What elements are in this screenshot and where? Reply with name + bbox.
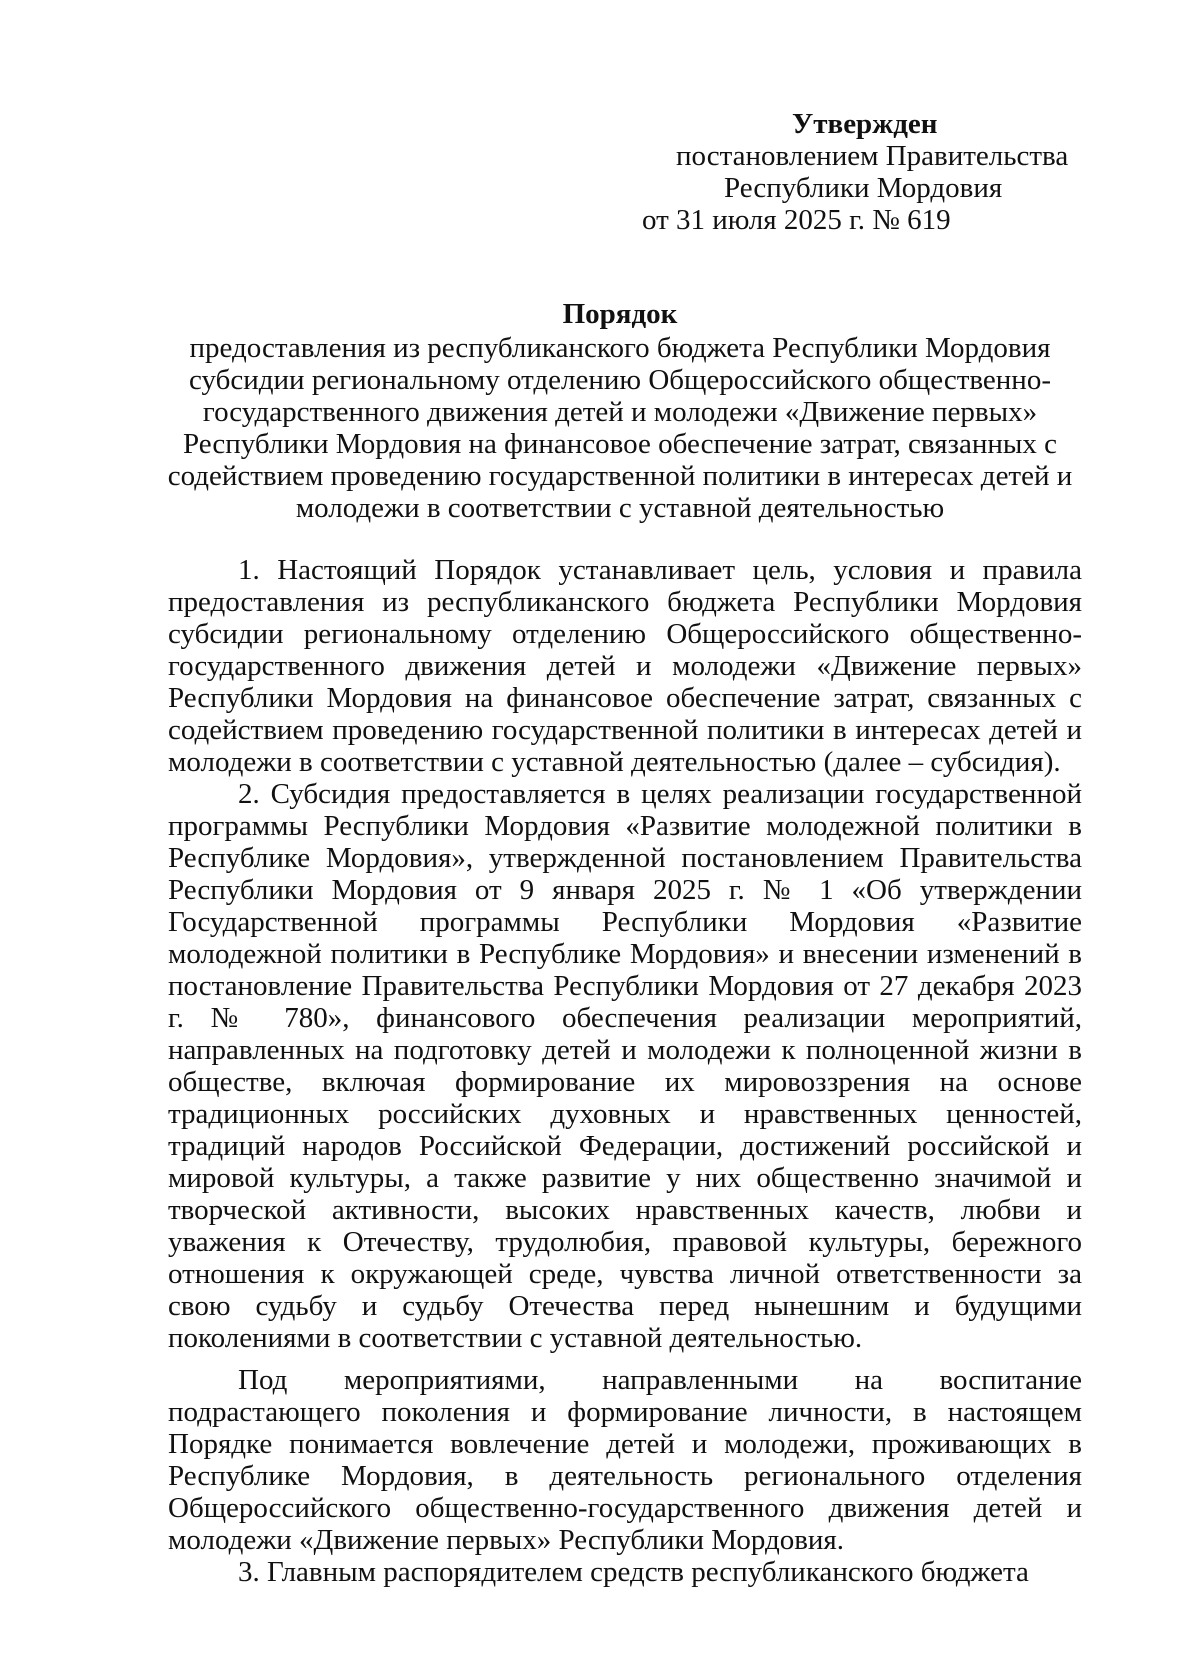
- paragraph-1: 1. Настоящий Порядок устанавливает цель, условия и правила предоставления из республиканского бюджета Республики Мордовия субсидии региональному отделению Общероссийского общественно-государственного движения детей и молодежи «Движение первых» Республики Мордовия на финансовое обеспечение затрат, связанных с содействием проведению государственной политики в интересах детей и молодежи в соответствии с уставной деятельностью (далее – субсидия).: [168, 554, 1082, 778]
- heading-line: Республики Мордовия на финансовое обеспечение затрат, связанных с: [182, 428, 1057, 460]
- document-heading: [160, 298, 1080, 524]
- heading-line: молодежи в соответствии с уставной деятельностью: [295, 492, 945, 524]
- heading-line: государственного движения детей и молодежи «Движение первых»: [202, 396, 1038, 428]
- paragraph-2: 2. Субсидия предоставляется в целях реализации государственной программы Республики Мордовия «Развитие молодежной политики в Республике Мордовия», утвержденной постановлением Правительства Республики Мордовия от 9 января 2025 г. № 1 «Об утверждении Государственной программы Республики Мордовия «Развитие молодежной политики в Республике Мордовия» и внесении изменений в постановление Правительства Республики Мордовия от 27 декабря 2023 г. № 780», финансового обеспечения реализации мероприятий, направленных на подготовку детей и молодежи к полноценной жизни в обществе, включая формирование их мировоззрения на основе традиционных российских духовных и нравственных ценностей, традиций народов Российской Федерации, достижений российской и мировой культуры, а также развитие у них общественно значимой и творческой активности, высоких нравственных качеств, любви и уважения к Отечеству, трудолюбия, правовой культуры, бережного отношения к окружающей среде, чувства личной ответственности за свою судьбу и судьбу Отечества перед нынешним и будущими поколениями в соответствии с уставной деятельностью.: [168, 778, 1082, 1354]
- paragraph-2-continuation: Под мероприятиями, направленными на воспитание подрастающего поколения и формирование личности, в настоящем Порядке понимается вовлечение детей и молодежи, проживающих в Республике Мордовия, в деятельность регионального отделения Общероссийского общественно-государственного движения детей и молодежи «Движение первых» Республики Мордовия.: [168, 1364, 1082, 1556]
- approval-stamp-block: [560, 108, 1120, 236]
- approval-title: Утвержден: [792, 108, 938, 140]
- document-title: Порядок: [562, 298, 678, 330]
- heading-line: предоставления из республиканского бюджета Республики Мордовия: [189, 332, 1051, 364]
- approval-date-number: от 31 июля 2025 г. № 619: [642, 204, 951, 236]
- paragraph-3: 3. Главным распорядителем средств республиканского бюджета: [238, 1556, 1029, 1588]
- approval-line: постановлением Правительства: [676, 140, 1069, 172]
- document-body: [168, 554, 1082, 1588]
- heading-line: субсидии региональному отделению Общероссийского общественно-: [189, 364, 1051, 396]
- approval-line: Республики Мордовия: [724, 172, 1003, 204]
- heading-line: содействием проведению государственной политики в интересах детей и: [167, 460, 1073, 492]
